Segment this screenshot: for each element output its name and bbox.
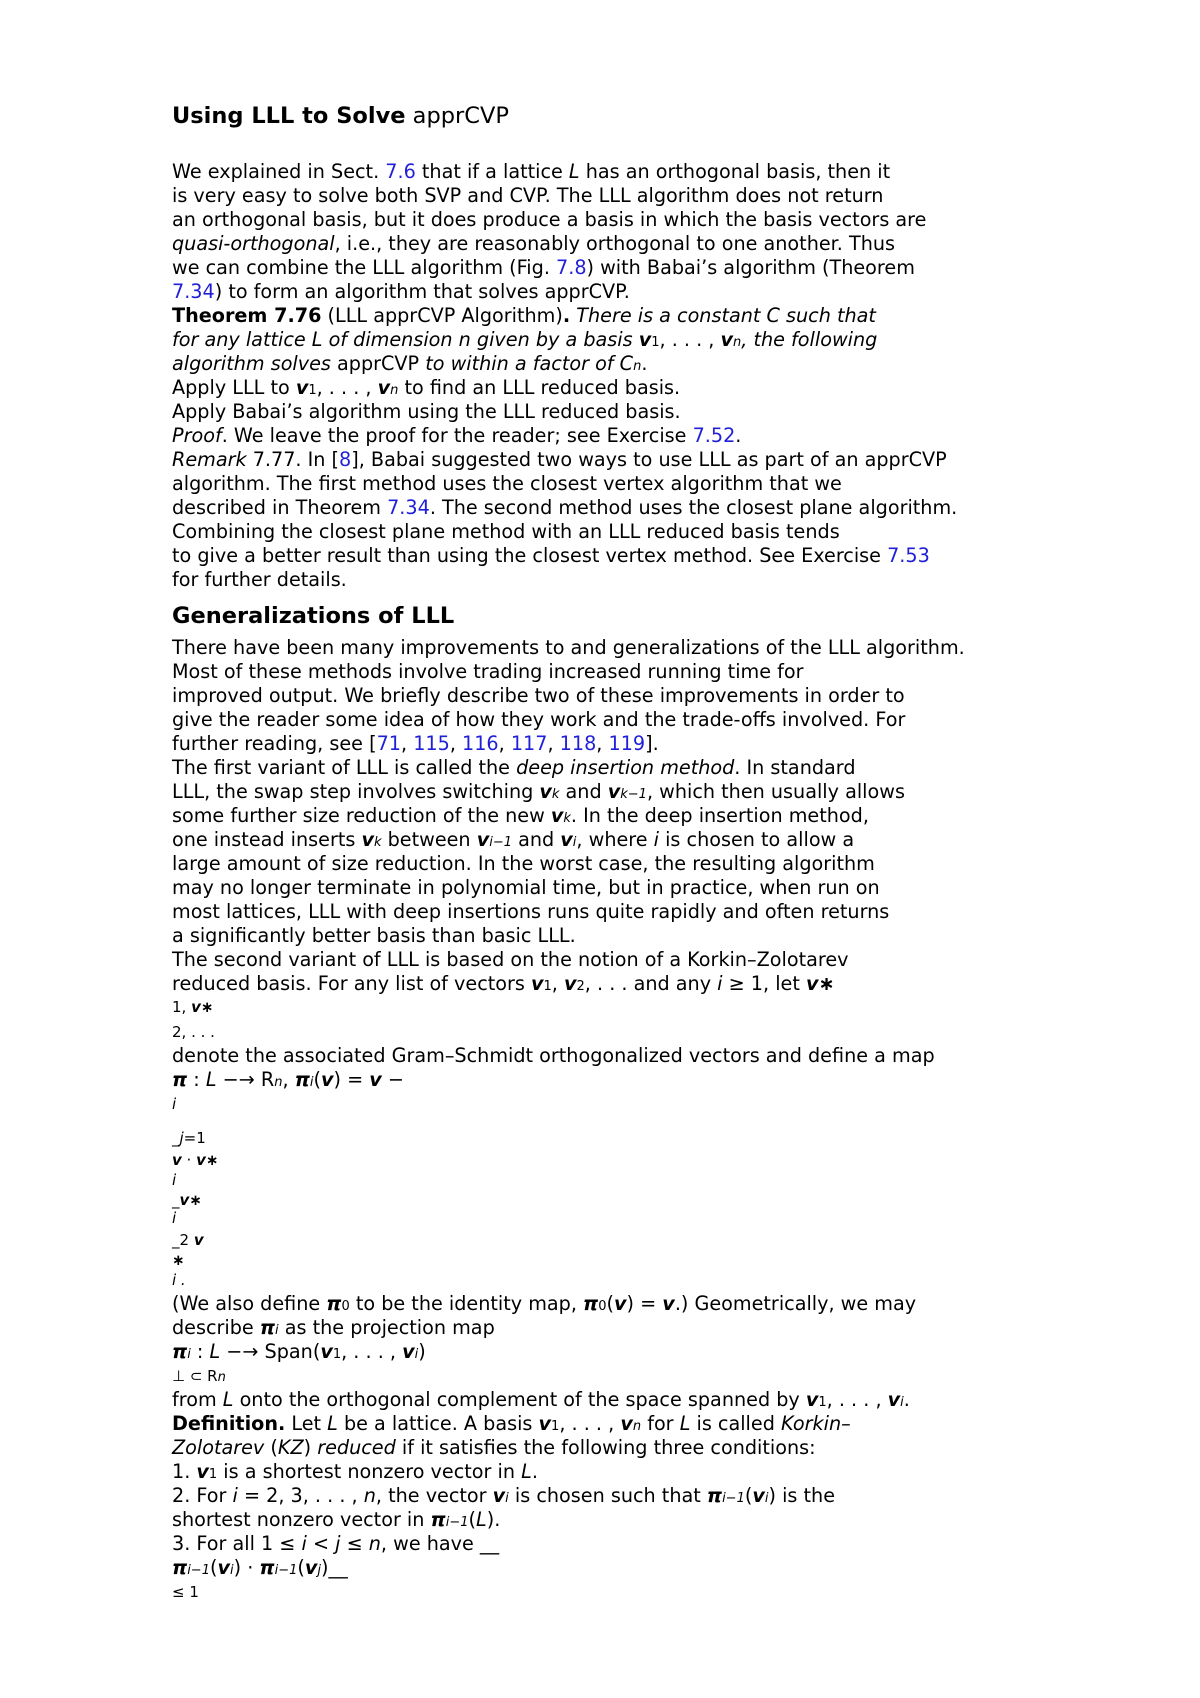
paragraph-line: LLL, the swap step involves switching vk and vk−1, which then usually allows	[172, 780, 905, 803]
paragraph-line: we can combine the LLL algorithm (Fig. 7.8) with Babai’s algorithm (Theorem	[172, 256, 915, 279]
paragraph-line: 7.34) to form an algorithm that solves apprCVP.	[172, 280, 630, 303]
ref-link[interactable]: 116	[462, 732, 499, 755]
condition-line: shortest nonzero vector in πi−1(L).	[172, 1508, 501, 1531]
formula-fragment: i	[172, 1095, 177, 1113]
theorem-line: algorithm solves apprCVP to within a factor of Cn.	[172, 352, 648, 375]
ref-link-7-34[interactable]: 7.34	[172, 280, 215, 303]
paragraph-line: improved output. We briefly describe two of these improvements in order to	[172, 684, 905, 707]
paragraph-line: reduced basis. For any list of vectors v1, v2, . . . and any i ≥ 1, let v∗	[172, 972, 835, 995]
formula-fragment: _j=1	[172, 1129, 206, 1147]
ref-link-7-52[interactable]: 7.52	[692, 424, 736, 447]
definition-line: Zolotarev (KZ) reduced if it satisfies the following three conditions:	[172, 1436, 816, 1459]
formula-fragment: _v∗	[172, 1191, 202, 1209]
remark-line: Combining the closest plane method with an LLL reduced basis tends	[172, 520, 840, 543]
paragraph-line: (We also define π0 to be the identity map, π0(v) = v.) Geometrically, we may	[172, 1292, 917, 1315]
formula-fragment: v · v∗	[172, 1151, 219, 1169]
formula-fragment: _2 v	[172, 1231, 204, 1249]
paragraph-line: large amount of size reduction. In the worst case, the resulting algorithm	[172, 852, 875, 875]
paragraph-line: give the reader some idea of how they work and the trade-offs involved. For	[172, 708, 906, 731]
ref-link-7-8[interactable]: 7.8	[556, 256, 587, 279]
ref-link-7-34[interactable]: 7.34	[387, 496, 430, 519]
condition-line: 3. For all 1 ≤ i < j ≤ n, we have __	[172, 1532, 500, 1555]
paragraph-line: a significantly better basis than basic LLL.	[172, 924, 576, 947]
ref-link-7-53[interactable]: 7.53	[887, 544, 930, 567]
definition-line: Definition. Let L be a lattice. A basis v1, . . . , vn for L is called Korkin–	[172, 1412, 851, 1435]
paragraph-line: Most of these methods involve trading increased running time for	[172, 660, 804, 683]
paragraph-line: an orthogonal basis, but it does produce a basis in which the basis vectors are	[172, 208, 927, 231]
remark-line: Remark 7.77. In [8], Babai suggested two ways to use LLL as part of an apprCVP	[172, 448, 947, 471]
theorem-line: Theorem 7.76 (LLL apprCVP Algorithm). There is a constant C such that	[172, 304, 876, 327]
formula-fragment: 1, v∗	[172, 998, 214, 1016]
formula-line: πi−1(vi) · πi−1(vj)__	[172, 1556, 348, 1579]
formula-fragment: i	[172, 1209, 177, 1227]
paragraph-line: further reading, see [71, 115, 116, 117, 118, 119].	[172, 732, 659, 755]
paragraph-line: describe πi as the projection map	[172, 1316, 495, 1339]
formula-line: π : L −→ Rn, πi(v) = v −	[172, 1068, 404, 1091]
paragraph-line: There have been many improvements to and generalizations of the LLL algorithm.	[172, 636, 965, 659]
paragraph-line: most lattices, LLL with deep insertions runs quite rapidly and often returns	[172, 900, 890, 923]
ref-link-8[interactable]: 8	[339, 448, 352, 471]
ref-link[interactable]: 117	[510, 732, 548, 755]
paragraph-line: from L onto the orthogonal complement of the space spanned by v1, . . . , vi.	[172, 1388, 910, 1411]
formula-fragment: i	[172, 1171, 177, 1189]
theorem-line: for any lattice L of dimension n given by a basis v1, . . . , vn, the following	[172, 328, 878, 351]
condition-line: 1. v1 is a shortest nonzero vector in L.	[172, 1460, 538, 1483]
ref-link[interactable]: 71	[376, 732, 401, 755]
remark-line: for further details.	[172, 568, 347, 591]
paragraph-line: denote the associated Gram–Schmidt orthogonalized vectors and define a map	[172, 1044, 935, 1067]
section-heading-generalizations: Generalizations of LLL	[172, 603, 455, 629]
paragraph-line: quasi-orthogonal, i.e., they are reasonably orthogonal to one another. Thus	[172, 232, 896, 255]
formula-fragment: ∗	[172, 1251, 185, 1269]
remark-line: described in Theorem 7.34. The second method uses the closest plane algorithm.	[172, 496, 958, 519]
remark-line: to give a better result than using the closest vertex method. See Exercise 7.53	[172, 544, 930, 567]
formula-fragment: ⊥ ⊂ Rn	[172, 1367, 226, 1385]
section-heading-using-lll: Using LLL to Solve apprCVP	[172, 103, 509, 129]
ref-link-7-6[interactable]: 7.6	[385, 160, 416, 183]
formula-fragment: i .	[172, 1271, 186, 1289]
condition-line: 2. For i = 2, 3, . . . , n, the vector vi is chosen such that πi−1(vi) is the	[172, 1484, 835, 1507]
paragraph-line: is very easy to solve both SVP and CVP. The LLL algorithm does not return	[172, 184, 884, 207]
algorithm-step: Apply Babai’s algorithm using the LLL reduced basis.	[172, 400, 681, 423]
proof-line: Proof. We leave the proof for the reader; see Exercise 7.52.	[172, 424, 742, 447]
ref-link[interactable]: 119	[608, 732, 646, 755]
formula-fragment: 2, . . .	[172, 1023, 215, 1041]
paragraph-line: We explained in Sect. 7.6 that if a lattice L has an orthogonal basis, then it	[172, 160, 891, 183]
formula-fragment: ≤ 1	[172, 1583, 199, 1601]
paragraph-line: The second variant of LLL is based on the notion of a Korkin–Zolotarev	[172, 948, 849, 971]
algorithm-step: Apply LLL to v1, . . . , vn to find an LLL reduced basis.	[172, 376, 681, 399]
ref-link[interactable]: 118	[559, 732, 597, 755]
remark-line: algorithm. The first method uses the closest vertex algorithm that we	[172, 472, 842, 495]
paragraph-line: may no longer terminate in polynomial time, but in practice, when run on	[172, 876, 880, 899]
paragraph-line: some further size reduction of the new vk. In the deep insertion method,	[172, 804, 869, 827]
formula-line: πi : L −→ Span(v1, . . . , vi)	[172, 1340, 426, 1363]
ref-link[interactable]: 115	[413, 732, 450, 755]
paragraph-line: The first variant of LLL is called the deep insertion method. In standard	[172, 756, 856, 779]
paragraph-line: one instead inserts vk between vi−1 and vi, where i is chosen to allow a	[172, 828, 855, 851]
